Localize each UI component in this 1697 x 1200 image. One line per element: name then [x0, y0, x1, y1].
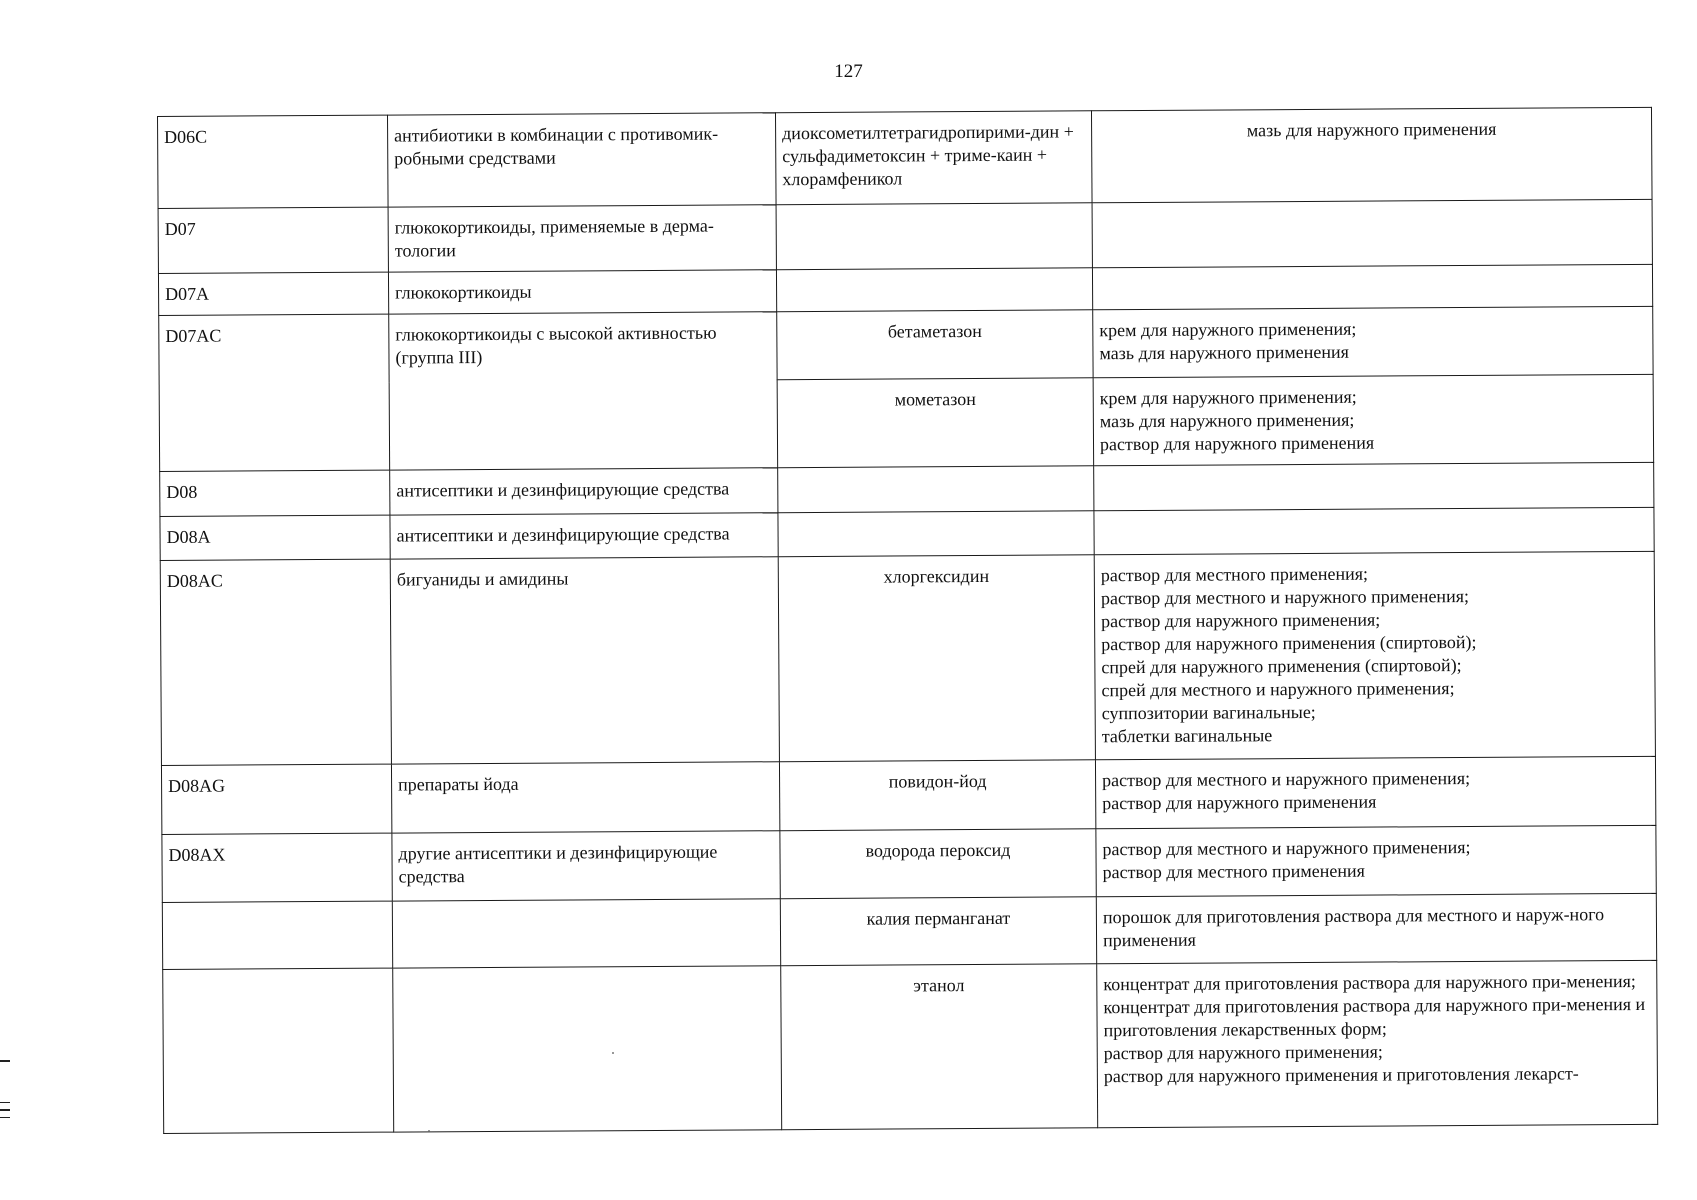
- table-row: [158, 199, 1652, 273]
- table-row: [161, 756, 1655, 834]
- group-name-cell: глюкокортикоиды, применяемые в дерма-тологии: [388, 205, 776, 272]
- dosage-form: концентрат для приготовления раствора для наружного при-менения и приготовления лекарственных форм;: [1103, 993, 1646, 1041]
- group-name-cell: антисептики и дезинфицирующие средства: [390, 513, 778, 559]
- inn-cell: водорода пероксид: [780, 829, 1096, 899]
- table-row: [163, 960, 1658, 1133]
- dosage-form: крем для наружного применения;: [1099, 318, 1357, 341]
- inn-cell: [776, 268, 1092, 312]
- atc-code-cell: [163, 968, 394, 1133]
- inn-cell: этанол: [781, 964, 1098, 1130]
- dosage-form: спрей для наружного применения (спиртовой);: [1101, 655, 1462, 678]
- inn-cell: повидон-йод: [779, 760, 1095, 831]
- group-name-cell: другие антисептики и дезинфицирующие средства: [392, 831, 780, 901]
- dosage-form: раствор для местного и наружного применения;: [1102, 836, 1471, 860]
- dosage-form-cell: [1096, 825, 1656, 896]
- atc-code-cell: D07AC: [159, 314, 390, 471]
- scan-speck: [428, 1130, 430, 1132]
- dosage-form: спрей для местного и наружного применения;: [1101, 678, 1455, 701]
- scan-speck: [612, 1052, 614, 1054]
- inn-cell: диоксометилтетрагидропирими-дин + сульфадиметоксин + триме-каин + хлорамфеникол: [775, 111, 1092, 205]
- dosage-form: суппозитории вагинальные;: [1101, 701, 1316, 724]
- dosage-form: раствор для местного и наружного применения;: [1100, 585, 1470, 609]
- dosage-form: раствор для наружного применения: [1102, 791, 1377, 814]
- group-name-cell: глюкокортикоиды: [388, 270, 776, 314]
- group-name-cell: [392, 899, 780, 968]
- dosage-form: мазь для наружного применения: [1246, 118, 1497, 141]
- dosage-form-cell: [1096, 893, 1656, 963]
- margin-mark: [0, 1117, 10, 1119]
- dosage-form: крем для наружного применения;: [1099, 386, 1357, 409]
- dosage-form-cell: [1091, 107, 1652, 202]
- drug-table: [157, 107, 1658, 1134]
- dosage-form-cell: [1092, 199, 1652, 267]
- dosage-form: мазь для наружного применения;: [1099, 409, 1355, 432]
- dosage-form: раствор для наружного применения;: [1101, 609, 1381, 632]
- dosage-form-cell: [1094, 462, 1654, 510]
- binding-margin-marks: [0, 1060, 12, 1124]
- dosage-form: мазь для наружного применения: [1099, 341, 1349, 364]
- dosage-form: раствор для местного применения;: [1100, 563, 1369, 586]
- atc-code-cell: [162, 901, 392, 969]
- dosage-form-cell: [1094, 551, 1655, 759]
- atc-code-cell: D06C: [158, 115, 389, 208]
- dosage-form-cell: [1092, 264, 1652, 309]
- group-name-cell: [393, 966, 782, 1132]
- page-number: 127: [834, 61, 863, 82]
- dosage-form: раствор для наружного применения;: [1103, 1041, 1383, 1064]
- dosage-form-cell: [1097, 960, 1658, 1127]
- atc-code-cell: D08AX: [162, 833, 392, 902]
- dosage-form-cell: [1093, 306, 1653, 377]
- group-name-cell: препараты йода: [391, 762, 779, 833]
- atc-code-cell: D08AG: [161, 764, 391, 834]
- inn-cell: [778, 511, 1094, 557]
- inn-cell: хлоргексидин: [778, 555, 1095, 762]
- table-row: [162, 825, 1656, 902]
- atc-code-cell: D08AC: [160, 559, 391, 765]
- margin-mark: [0, 1060, 10, 1062]
- atc-code-cell: D07: [158, 207, 388, 273]
- inn-cell: калия перманганат: [780, 897, 1096, 966]
- table-row: [162, 893, 1656, 969]
- table-row: [160, 551, 1655, 765]
- dosage-form: раствор для наружного применения и приготовления лекарст-: [1103, 1063, 1579, 1087]
- dosage-form-cell: [1095, 756, 1655, 828]
- dosage-form: раствор для наружного применения (спиртовой);: [1101, 631, 1477, 655]
- table-row: [158, 107, 1653, 208]
- group-name-cell: антисептики и дезинфицирующие средства: [390, 468, 778, 515]
- group-name-cell: бигуаниды и амидины: [390, 557, 779, 764]
- dosage-form: раствор для наружного применения: [1099, 432, 1375, 455]
- inn-cell: бетаметазон: [777, 310, 1093, 380]
- table-row: [159, 306, 1653, 383]
- inn-cell: мометазон: [777, 378, 1094, 468]
- atc-code-cell: D08: [160, 470, 390, 516]
- inn-cell: [776, 203, 1092, 270]
- atc-code-cell: D07A: [158, 272, 388, 315]
- dosage-form-cell: [1094, 507, 1654, 554]
- inn-cell: [778, 466, 1094, 513]
- group-name-cell: глюкокортикоиды с высокой активностью (группа III): [389, 312, 778, 470]
- group-name-cell: антибиотики в комбинации с противомик-робными средствами: [387, 113, 776, 207]
- margin-mark: [0, 1109, 10, 1111]
- dosage-form: раствор для местного и наружного применения;: [1102, 767, 1471, 791]
- margin-mark: [0, 1102, 10, 1104]
- dosage-form: порошок для приготовления раствора для местного и наруж-ного применения: [1102, 904, 1605, 951]
- atc-code-cell: D08A: [160, 515, 390, 560]
- dosage-form: раствор для местного применения: [1102, 860, 1365, 883]
- dosage-form: концентрат для приготовления раствора для наружного при-менения;: [1103, 970, 1636, 995]
- margin-gap: [0, 1068, 10, 1096]
- dosage-form: таблетки вагинальные: [1101, 725, 1273, 747]
- dosage-form-cell: [1093, 374, 1654, 465]
